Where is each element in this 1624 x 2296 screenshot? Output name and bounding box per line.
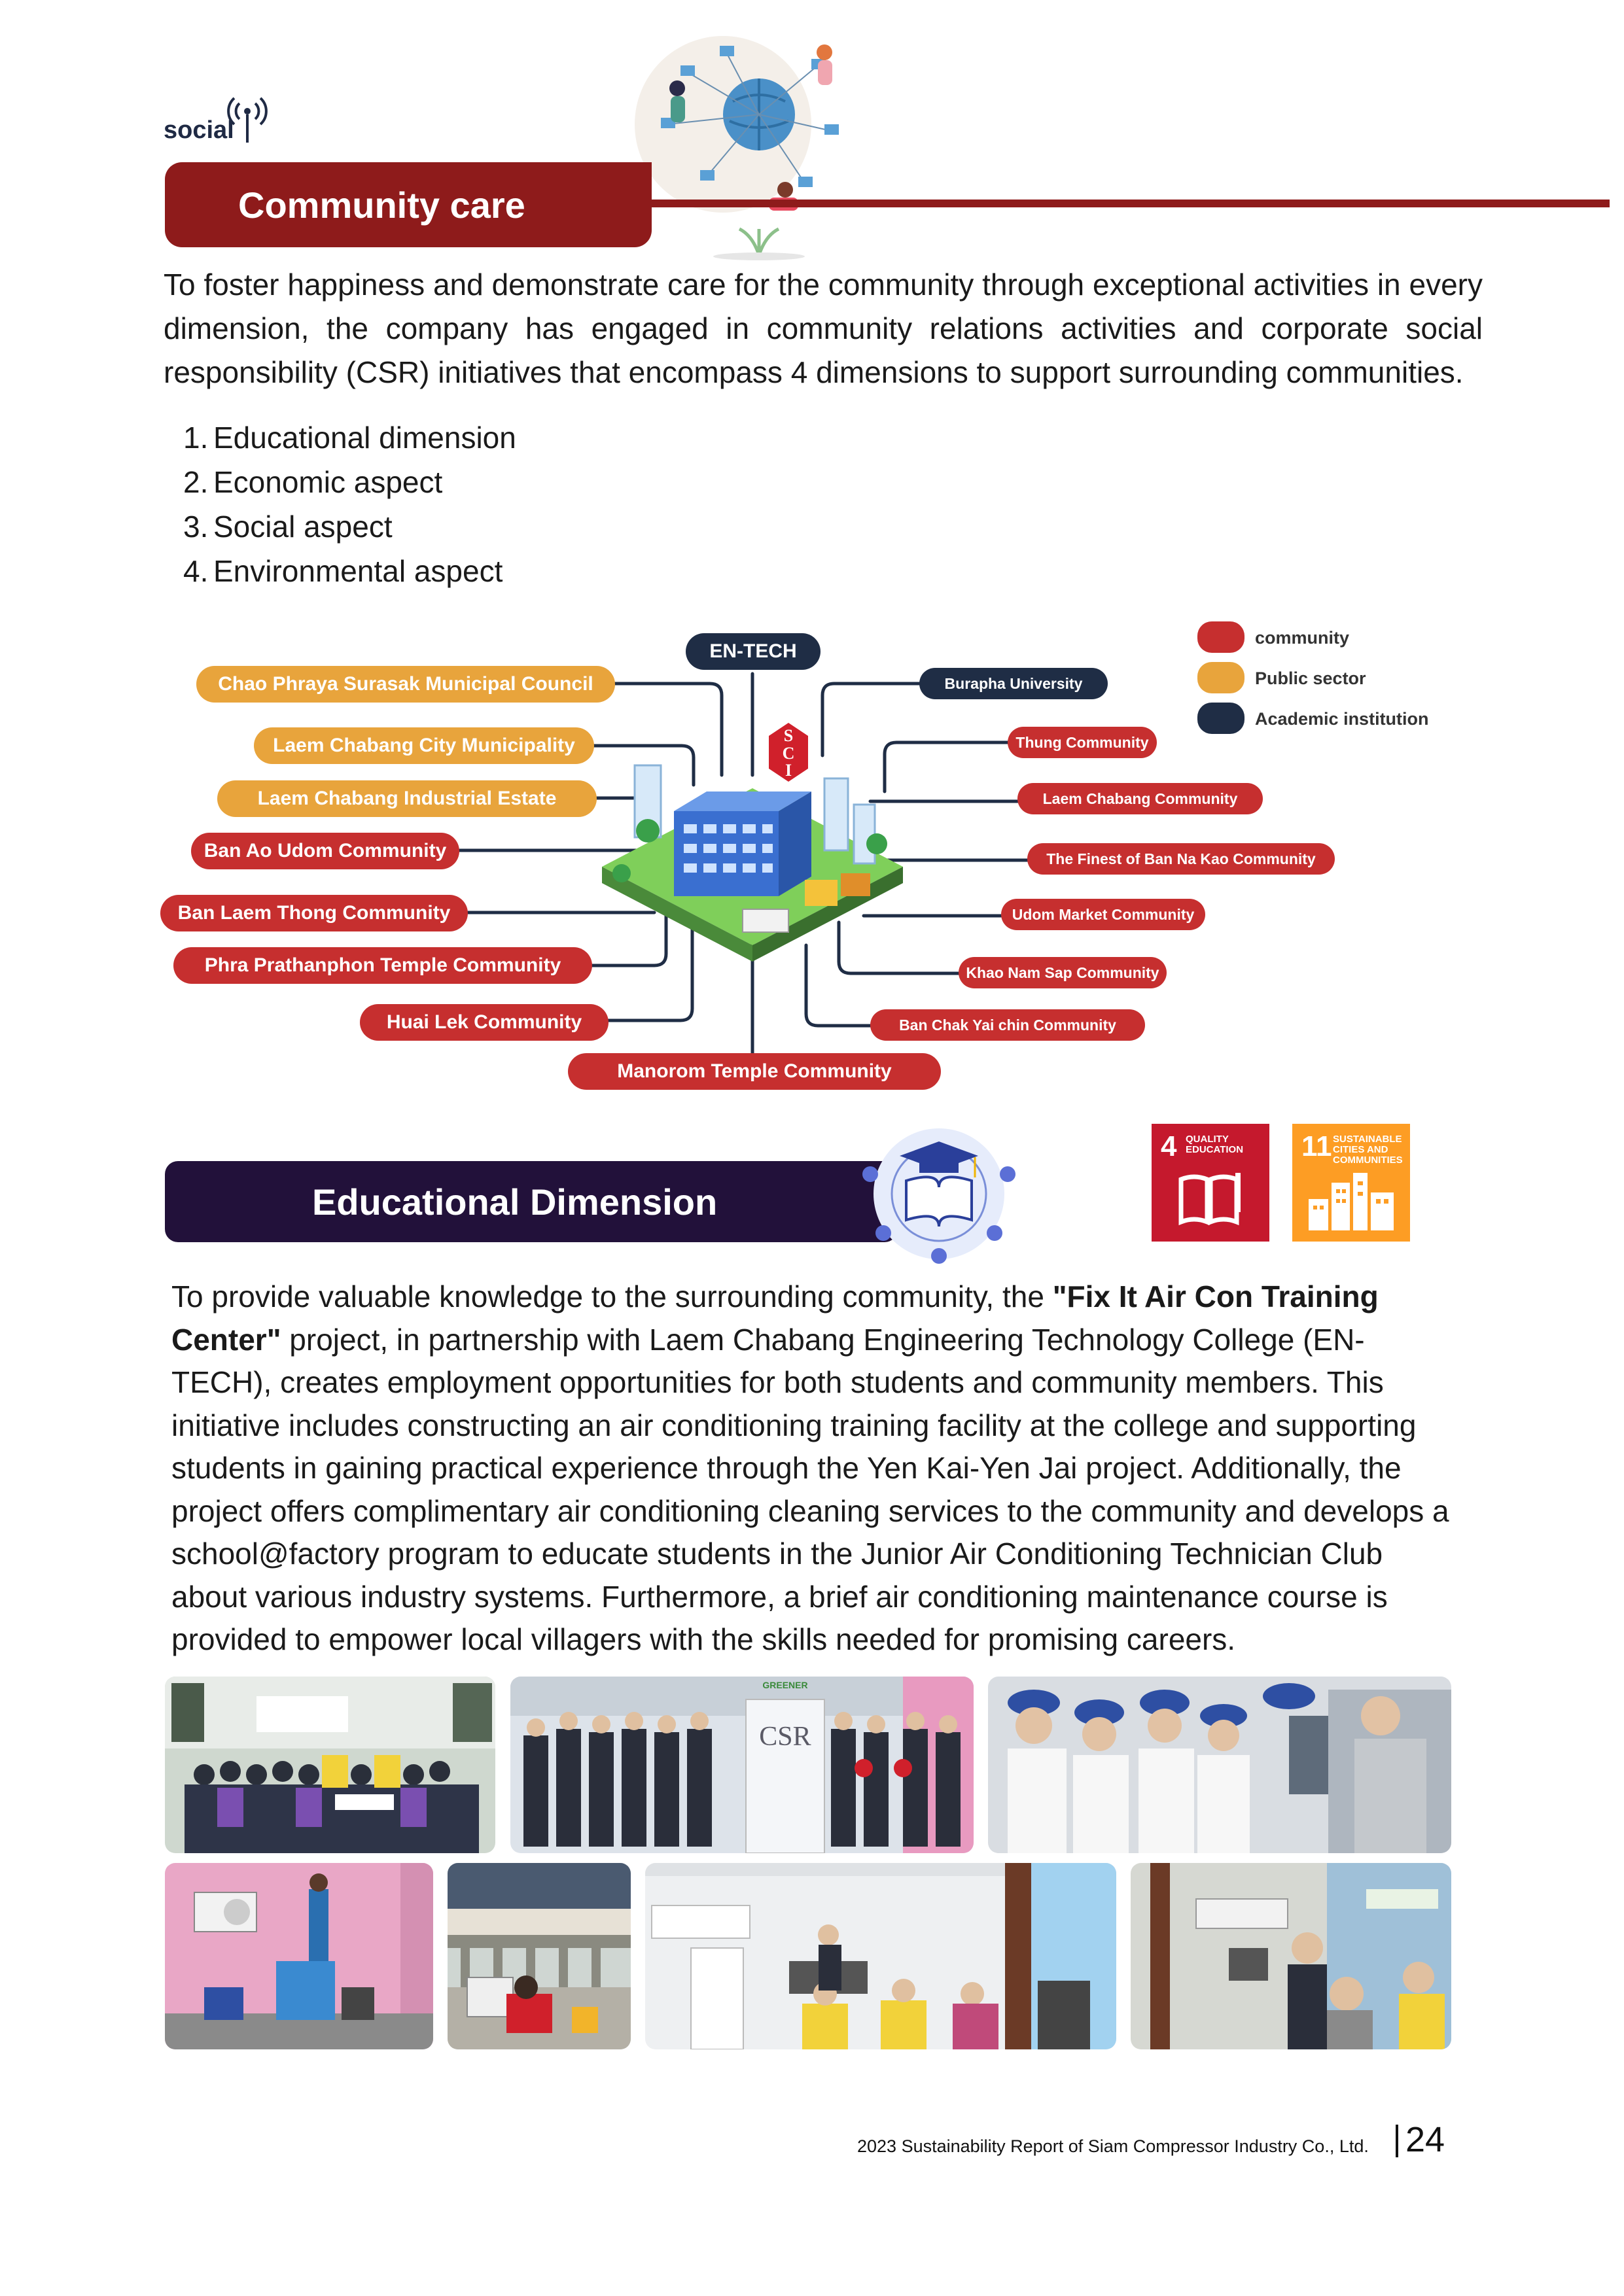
photo-csr-ceremony (510, 1677, 974, 1853)
education-paragraph: To provide valuable knowledge to the surrounding community, the "Fix It Air Con Training Center" project, in partnership with Laem Chabang Engineering Technology College (EN-TECH), creates employment opportunities for both students and community members. This initiative includes constructing an air conditioning training facility at the college and supporting students in gaining practical experience through the Yen Kai-Yen Jai project. Additionally, the project offers complimentary air conditioning cleaning services to the community and develops a school@factory program to educate students in the Junior Air Conditioning Technician Club about various industry systems. Furthermore, a brief air conditioning maintenance course is provided to empower local villagers with the skills needed for promising careers. (171, 1279, 1449, 1656)
photo-aircon-inspection (1131, 1863, 1451, 2049)
node-huai-lek: Huai Lek Community (360, 1004, 609, 1041)
community-care-heading: Community care (165, 162, 652, 247)
node-khao-nam-sap: Khao Nam Sap Community (959, 957, 1167, 988)
city-buildings-icon (1305, 1170, 1397, 1232)
node-en-tech: EN-TECH (686, 633, 821, 670)
legend-swatch-public (1197, 662, 1244, 693)
photo-classroom-session (645, 1863, 1116, 2049)
educational-dimension-heading: Educational Dimension (165, 1161, 898, 1242)
node-chao-phraya-council: Chao Phraya Surasak Municipal Council (196, 666, 615, 703)
sdg-11-badge: 11 SUSTAINABLE CITIES AND COMMUNITIES (1292, 1124, 1410, 1242)
legend-swatch-community (1197, 621, 1244, 653)
list-item: 3. Social aspect (183, 510, 393, 544)
dimension-list (183, 415, 516, 593)
broadcast-icon (221, 92, 274, 144)
node-udom-market: Udom Market Community (1001, 899, 1205, 930)
social-logo (164, 92, 275, 144)
page-number: 24 (1405, 2120, 1445, 2159)
photo-group-students (165, 1677, 495, 1853)
node-manorom-temple: Manorom Temple Community (568, 1053, 941, 1090)
photo-aircon-cleaning-pink-wall (165, 1863, 433, 2049)
svg-text:C: C (782, 744, 795, 763)
education-network-illustration (844, 1115, 1034, 1266)
intro-paragraph: To foster happiness and demonstrate care for the community through exceptional activities in every dimension, the company has engaged in community relations activities and corporate social responsibility (CSR) initiatives that encompass 4 dimensions to support surrounding communities. (164, 268, 1483, 389)
list-item: 1. Educational dimension (183, 421, 516, 455)
node-phra-prathanphon: Phra Prathanphon Temple Community (173, 947, 592, 984)
node-burapha-university: Burapha University (919, 668, 1108, 699)
svg-text:I: I (785, 761, 792, 780)
photo-outdoor-unit-repair (448, 1863, 631, 2049)
node-laem-chabang-community: Laem Chabang Community (1017, 783, 1263, 814)
legend-label-public: Public sector (1255, 669, 1366, 688)
list-item: 4. Environmental aspect (183, 554, 503, 588)
footer-report-title: 2023 Sustainability Report of Siam Compressor Industry Co., Ltd. (857, 2136, 1369, 2156)
node-laem-chabang-city: Laem Chabang City Municipality (254, 727, 594, 764)
open-book-icon (1178, 1170, 1243, 1228)
csr-sign-text: CSR (759, 1722, 811, 1752)
node-ban-chak-yai: Ban Chak Yai chin Community (870, 1009, 1145, 1041)
legend-swatch-academic (1197, 703, 1244, 734)
footer-divider (1396, 2125, 1398, 2157)
sdg-4-badge: 4 QUALITY EDUCATION (1152, 1124, 1269, 1242)
heading-rule (648, 200, 1610, 207)
greener-sign-text: GREENER (762, 1680, 808, 1690)
node-ban-na-kao: The Finest of Ban Na Kao Community (1027, 843, 1335, 875)
stakeholder-diagram (150, 615, 1479, 1099)
node-thung-community: Thung Community (1008, 727, 1157, 758)
node-laem-chabang-estate: Laem Chabang Industrial Estate (217, 780, 597, 817)
legend-label-community: community (1255, 628, 1350, 648)
project-name: "Fix It Air Con Training Center" (171, 1279, 1379, 1357)
legend-label-academic: Academic institution (1255, 709, 1429, 729)
node-ban-laem-thong: Ban Laem Thong Community (160, 895, 468, 931)
svg-text:S: S (783, 726, 794, 745)
node-ban-ao-udom: Ban Ao Udom Community (191, 833, 459, 869)
photo-training-demonstration (988, 1677, 1451, 1853)
list-item: 2. Economic aspect (183, 465, 443, 499)
social-logo-text: social (164, 116, 234, 144)
